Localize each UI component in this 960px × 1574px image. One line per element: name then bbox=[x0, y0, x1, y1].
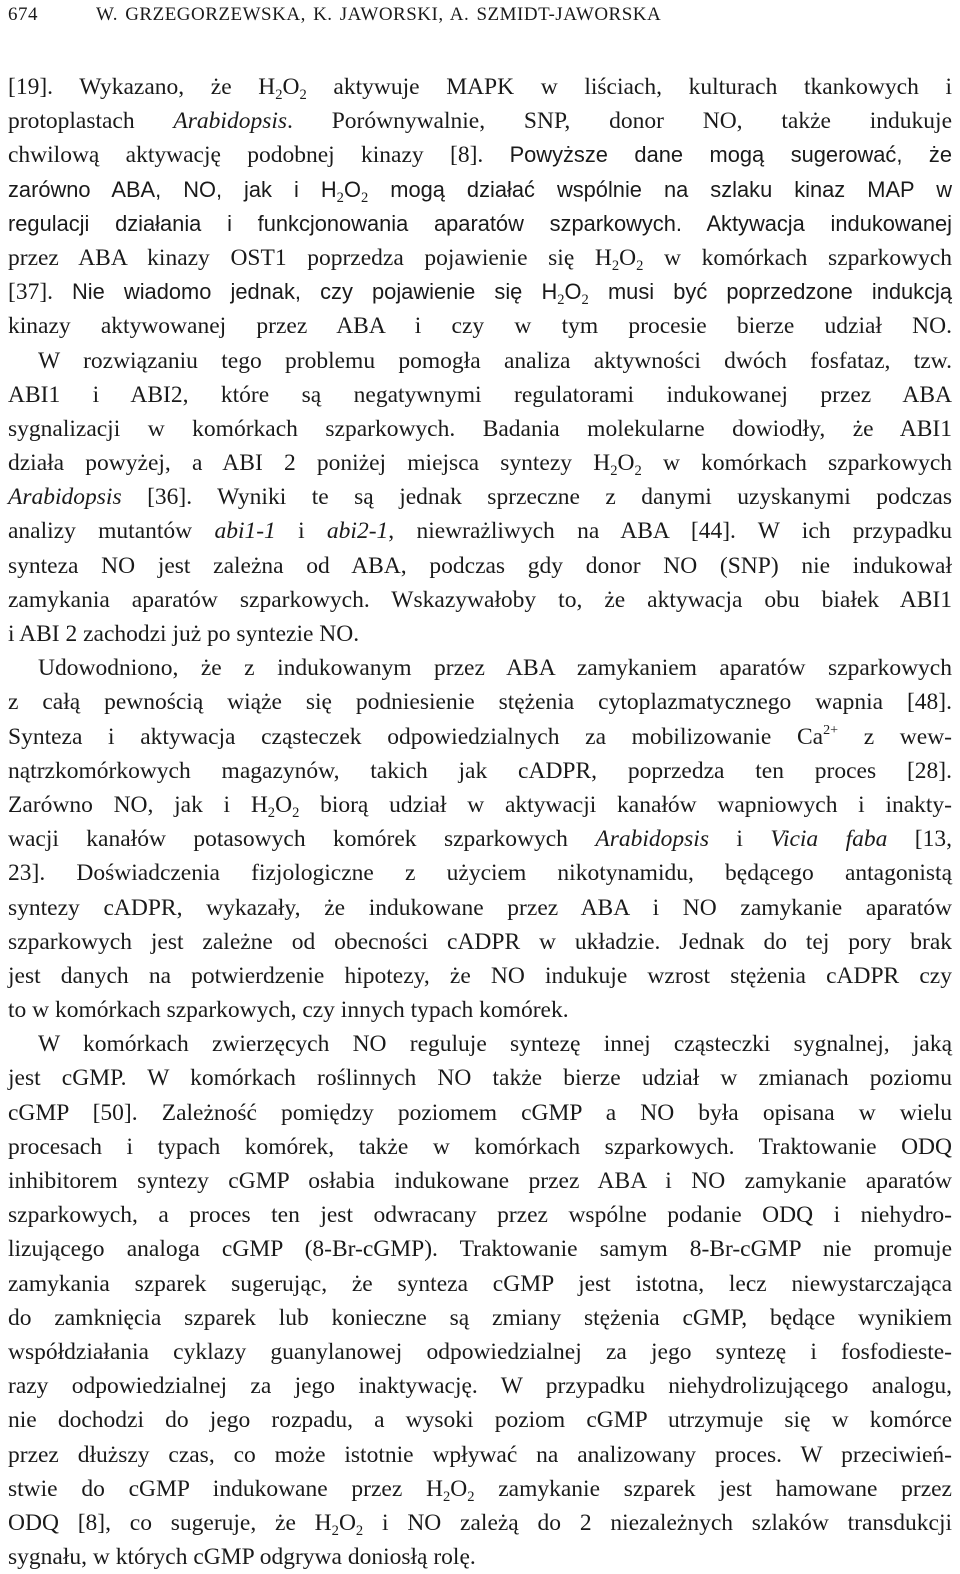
text-run: z całą pewnością wiąże się podniesienie stężenia cytoplazmatycznego wapnia [48]. bbox=[8, 689, 952, 716]
text-run: [19]. Wykazano, że H bbox=[8, 74, 276, 100]
text-run: zamykania aparatów szparkowych. Wskazywałoby to, że aktywacja obu białek ABI1 bbox=[8, 586, 952, 613]
italic-text: abi2-1 bbox=[326, 518, 389, 545]
text-run: analizy mutantów bbox=[8, 518, 215, 545]
text-run: sygnalizacji w komórkach szparkowych. Badania molekularne dowiodły, że ABI1 bbox=[8, 415, 952, 442]
text-run: przez dłuższy czas, co może istotnie wpływać na analizowany proces. W przeciwień- bbox=[8, 1441, 952, 1468]
text-line bbox=[8, 651, 952, 685]
text-run: . Porównywalnie, SNP, donor NO, także indukuje bbox=[287, 108, 952, 135]
text-line bbox=[8, 754, 952, 788]
text-run: O bbox=[338, 1509, 356, 1536]
text-line bbox=[8, 1198, 952, 1232]
text-run: zamykanie szparek jest hamowane przez bbox=[474, 1475, 952, 1502]
subscript: 2 bbox=[634, 463, 642, 480]
text-run: musi być poprzedzone indukcją bbox=[588, 279, 953, 305]
subscript: 2 bbox=[611, 258, 620, 275]
italic-text: abi1-1 bbox=[214, 518, 276, 545]
text-run: , niewrażliwych na ABA [44]. W ich przypadku bbox=[388, 518, 952, 545]
text-run: 23]. Doświadczenia fizjologiczne z użyciem nikotynamidu, będącego antagonistą bbox=[8, 860, 952, 887]
text-line bbox=[8, 720, 952, 754]
text-line bbox=[8, 138, 952, 172]
text-line bbox=[8, 1369, 952, 1403]
text-run: Udowodniono, że z indukowanym przez ABA zamykaniem aparatów szparkowych bbox=[38, 655, 952, 682]
text-run: Synteza i aktywacja cząsteczek odpowiedzialnych za mobilizowanie Ca bbox=[8, 723, 824, 750]
subscript: 2 bbox=[442, 1488, 451, 1505]
italic-text: Arabidopsis bbox=[595, 826, 709, 853]
subscript: 2 bbox=[331, 1522, 339, 1539]
subscript: 2 bbox=[467, 1488, 475, 1505]
text-run: w komórkach szparkowych bbox=[643, 244, 953, 271]
running-head-authors: W. GRZEGORZEWSKA, K. JAWORSKI, A. SZMIDT-JAWORSKA bbox=[96, 4, 662, 25]
text-run: O bbox=[564, 279, 582, 305]
text-line bbox=[8, 1267, 952, 1301]
text-run: przez ABA kinazy OST1 poprzedza pojawienie się H bbox=[8, 244, 612, 271]
text-run: jest danych na potwierdzenie hipotezy, że NO indukuje wzrost stężenia cADPR czy bbox=[8, 962, 952, 989]
text-run: wacji kanałów potasowych komórek szparkowych bbox=[8, 826, 596, 853]
text-run: szparkowych, a proces ten jest odwracany przez wspólne podanie ODQ i niehydro- bbox=[8, 1202, 952, 1229]
text-run: sygnału, w których cGMP odgrywa doniosłą rolę. bbox=[8, 1544, 476, 1571]
text-run: kinazy aktywowanej przez ABA i czy w tym procesie bierze udział NO. bbox=[8, 313, 952, 340]
text-line bbox=[8, 1335, 952, 1369]
text-run: i NO zależą do 2 niezależnych szlaków transdukcji bbox=[363, 1509, 953, 1536]
text-run: jest cGMP. W komórkach roślinnych NO także bierze udział w zmianach poziomu bbox=[8, 1065, 952, 1092]
text-line bbox=[8, 1061, 952, 1095]
text-run: razy odpowiedzialnej za jego inaktywację. W przypadku niehydrolizującego analogu, bbox=[8, 1373, 952, 1400]
text-line bbox=[8, 685, 952, 719]
text-run: ABI1 i ABI2, które są negatywnymi regulatorami indukowanej przez ABA bbox=[8, 381, 952, 408]
subscript: 2 bbox=[581, 292, 589, 309]
page-number: 674 bbox=[8, 4, 38, 25]
subscript: 2 bbox=[336, 189, 344, 206]
text-line bbox=[8, 70, 952, 104]
text-run: szparkowych jest zależne od obecności cADPR w układzie. Jednak do tej pory brak bbox=[8, 928, 952, 955]
text-line bbox=[8, 549, 952, 583]
text-line bbox=[8, 207, 952, 241]
text-run: zamykania szparek sugerując, że synteza cGMP jest istotna, lecz niewystarczająca bbox=[8, 1270, 952, 1297]
text-line bbox=[8, 925, 952, 959]
text-line bbox=[8, 1027, 952, 1061]
text-run: protoplastach bbox=[8, 108, 174, 135]
text-run: inhibitorem syntezy cGMP osłabia indukowane przez ABA i NO zamykanie aparatów bbox=[8, 1168, 952, 1194]
text-line bbox=[8, 480, 952, 514]
italic-text: Arabidopsis bbox=[173, 108, 288, 135]
text-line bbox=[8, 1403, 952, 1437]
text-line bbox=[8, 344, 952, 378]
text-run: Nie wiadomo jednak, czy pojawienie się H bbox=[72, 279, 558, 305]
text-run: [37]. bbox=[8, 279, 72, 306]
text-run: i bbox=[708, 826, 771, 853]
text-run: O bbox=[617, 450, 635, 477]
subscript: 2 bbox=[355, 1522, 364, 1539]
subscript: 2 bbox=[267, 805, 276, 822]
text-run: zarówno ABA, NO, jak i H bbox=[8, 176, 337, 202]
text-run: do zamknięcia szparek lub konieczne są zmiany stężenia cGMP, będące wynikiem bbox=[8, 1304, 952, 1331]
superscript: 2+ bbox=[823, 721, 839, 738]
subscript: 2 bbox=[299, 87, 307, 104]
text-run: z wew- bbox=[838, 723, 952, 750]
text-run: mogą działać wspólnie na szlaku kinaz MAP w bbox=[368, 176, 953, 202]
text-run: współdziałania cyklazy guanylanowej odpowiedzialnej za jego syntezę i fosfodieste- bbox=[8, 1338, 952, 1365]
text-run: lizującego analoga cGMP (8-Br-cGMP). Traktowanie samym 8-Br-cGMP nie promuje bbox=[8, 1236, 952, 1263]
text-line bbox=[8, 412, 952, 446]
text-run: O bbox=[282, 74, 300, 100]
text-line bbox=[8, 378, 952, 412]
text-run: O bbox=[619, 244, 637, 271]
text-run: biorą udział w aktywacji kanałów wapniowych i inakty- bbox=[299, 791, 953, 818]
text-line bbox=[8, 856, 952, 890]
text-line bbox=[8, 959, 952, 993]
text-run: syntezy cADPR, wykazały, że indukowane przez ABA i NO zamykanie aparatów bbox=[8, 894, 952, 921]
text-line bbox=[8, 514, 952, 548]
subscript: 2 bbox=[292, 805, 300, 822]
text-run: Zarówno NO, jak i H bbox=[8, 791, 268, 818]
text-run: chwilową aktywację podobnej kinazy [8]. bbox=[8, 142, 510, 169]
italic-text: Vicia faba bbox=[770, 826, 888, 853]
text-line bbox=[8, 1164, 952, 1198]
text-run: cGMP [50]. Zależność pomiędzy poziomem cGMP a NO była opisana w wielu bbox=[8, 1099, 952, 1126]
text-line bbox=[8, 309, 952, 343]
text-line bbox=[8, 275, 952, 309]
text-run: [36]. Wyniki te są jednak sprzeczne z danymi uzyskanymi podczas bbox=[121, 484, 952, 511]
text-run: i ABI 2 zachodzi już po syntezie NO. bbox=[8, 621, 360, 647]
text-line bbox=[8, 1232, 952, 1266]
text-line bbox=[8, 173, 952, 207]
italic-text: Arabidopsis bbox=[8, 484, 122, 511]
text-run: Powyższe dane mogą sugerować, że bbox=[509, 142, 952, 168]
text-line bbox=[8, 241, 952, 275]
text-run: O bbox=[450, 1475, 468, 1502]
text-run: O bbox=[343, 176, 361, 202]
text-line bbox=[8, 1540, 952, 1574]
body-text bbox=[8, 70, 952, 1574]
text-run: O bbox=[275, 791, 293, 818]
text-run: [13, bbox=[887, 826, 952, 853]
text-line bbox=[8, 788, 952, 822]
text-line bbox=[8, 446, 952, 480]
text-line bbox=[8, 891, 952, 925]
text-run: nie dochodzi do jego rozpadu, a wysoki poziom cGMP utrzymuje się w komórce bbox=[8, 1407, 952, 1434]
text-run: W rozwiązaniu tego problemu pomogła analiza aktywności dwóch fosfataz, tzw. bbox=[38, 347, 952, 374]
subscript: 2 bbox=[360, 189, 369, 206]
text-line bbox=[8, 583, 952, 617]
text-line bbox=[8, 993, 952, 1027]
text-run: nątrzkomórkowych magazynów, takich jak cADPR, poprzedza ten proces [28]. bbox=[8, 757, 952, 784]
text-run: działa powyżej, a ABI 2 poniżej miejsca syntezy H bbox=[8, 450, 611, 477]
text-run: synteza NO jest zależna od ABA, podczas gdy donor NO (SNP) nie indukował bbox=[8, 552, 952, 579]
text-line bbox=[8, 1096, 952, 1130]
running-header bbox=[8, 2, 952, 28]
text-run: to w komórkach szparkowych, czy innych typach komórek. bbox=[8, 997, 569, 1024]
subscript: 2 bbox=[636, 258, 644, 275]
text-run: stwie do cGMP indukowane przez H bbox=[8, 1475, 443, 1502]
text-run: regulacji działania i funkcjonowania aparatów szparkowych. Aktywacja indukowanej bbox=[8, 210, 952, 236]
text-line bbox=[8, 822, 952, 856]
text-run: W komórkach zwierzęcych NO reguluje syntezę innej cząsteczki sygnalnej, jaką bbox=[38, 1031, 952, 1058]
text-line bbox=[8, 1438, 952, 1472]
text-run: i bbox=[275, 518, 327, 545]
text-line bbox=[8, 1472, 952, 1506]
text-line bbox=[8, 104, 952, 138]
text-line bbox=[8, 1301, 952, 1335]
subscript: 2 bbox=[610, 463, 618, 480]
text-line bbox=[8, 617, 952, 651]
text-run: w komórkach szparkowych bbox=[641, 450, 953, 477]
text-line bbox=[8, 1506, 952, 1540]
text-line bbox=[8, 1130, 952, 1164]
text-run: aktywuje MAPK w liściach, kulturach tkankowych i bbox=[306, 74, 952, 100]
text-run: procesach i typach komórek, także w komórkach szparkowych. Traktowanie ODQ bbox=[8, 1133, 952, 1160]
subscript: 2 bbox=[557, 292, 565, 309]
text-run: ODQ [8], co sugeruje, że H bbox=[8, 1509, 332, 1536]
subscript: 2 bbox=[275, 87, 283, 104]
